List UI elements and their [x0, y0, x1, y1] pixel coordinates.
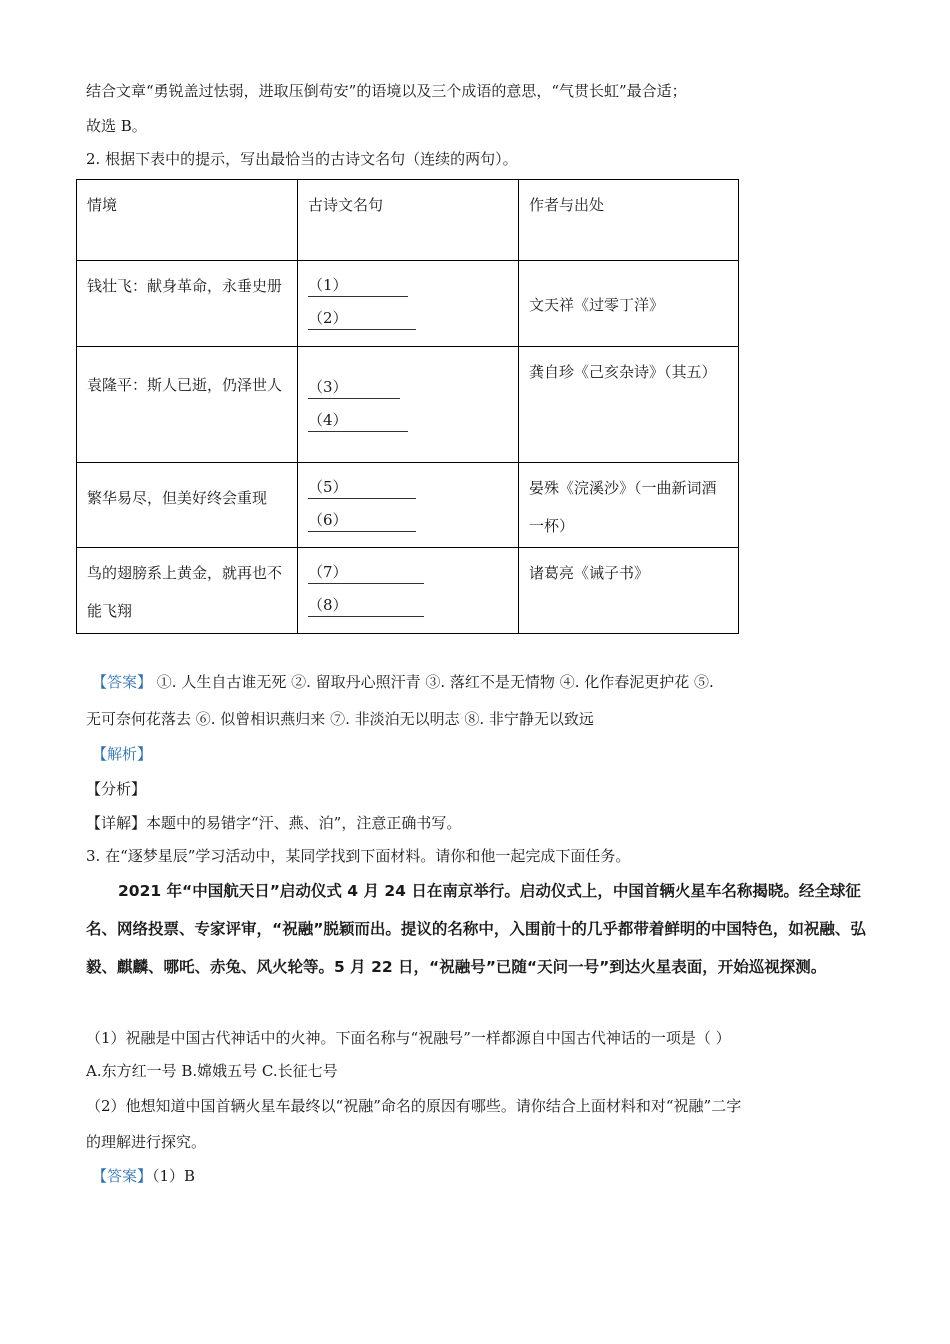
analysis-heading: 【分析】 — [86, 780, 147, 798]
question-3-prompt: 3. 在“逐梦星辰”学习活动中，某同学找到下面材料。请你和他一起完成下面任务。 — [86, 847, 631, 865]
blank-cell — [298, 261, 519, 347]
context-cell: 繁华易尽，但美好终会重现 — [77, 463, 298, 548]
source-cell: 诸葛亮《诫子书》 — [519, 548, 739, 634]
detail-line: 【详解】本题中的易错字“汗、燕、泊”，注意正确书写。 — [86, 814, 462, 832]
table-row — [77, 347, 739, 463]
text-line: 结合文章“勇锐盖过怯弱，进取压倒苟安”的语境以及三个成语的意思，“气贯长虹”最合适； — [86, 82, 687, 100]
context-cell: 钱壮飞：献身革命，永垂史册 — [77, 261, 298, 347]
options-line: A.东方红一号 B.嫦娥五号 C.长征七号 — [86, 1062, 338, 1080]
poem-table — [76, 179, 739, 634]
context-cell: 袁隆平：斯人已逝，仍泽世人 — [77, 347, 298, 463]
sub-question-1: （1）祝融是中国古代神话中的火神。下面名称与“祝融号”一样都源自中国古代神话的一项是（ ） — [86, 1029, 731, 1047]
table-row — [77, 548, 739, 634]
text-line: 故选 B。 — [86, 117, 147, 135]
answer-tag: 【答案】 — [92, 673, 153, 691]
table-row — [77, 463, 739, 548]
answer-blank: （6） — [308, 504, 508, 537]
header-cell: 作者与出处 — [519, 180, 739, 261]
sub-question-2: （2）他想知道中国首辆火星车最终以“祝融”命名的原因有哪些。请你结合上面材料和对“祝融”二字 — [86, 1097, 742, 1115]
answer-blank: （7） — [308, 556, 508, 589]
source-cell: 晏殊《浣溪沙》（一曲新词酒一杯） — [519, 463, 739, 548]
material-paragraph: 2021 年“中国航天日”启动仪式 4 月 24 日在南京举行。启动仪式上，中国首辆火星车名称揭晓。经全球征名、网络投票、专家评审，“祝融”脱颖而出。提议的名称中，入围前十的几乎都带着鲜明的中国特色，如祝融、弘毅、麒麟、哪吒、赤兔、风火轮等。5 月 22 日，“祝融号”已随“天问一号”到达火星表面，开始巡视探测。 — [86, 882, 866, 976]
answer-blank: （5） — [308, 471, 508, 504]
table-header-row — [77, 180, 739, 261]
analysis-tag: 【解析】 — [92, 745, 153, 763]
answer-line: 【答案】 ①. 人生自古谁无死 ②. 留取丹心照汗青 ③. 落红不是无情物 ④. 化作春泥更护花 ⑤. — [92, 673, 714, 691]
source-cell: 龚自珍《己亥杂诗》（其五） — [519, 347, 739, 463]
answer-blank: （8） — [308, 589, 508, 622]
context-cell: 鸟的翅膀系上黄金，就再也不能飞翔 — [77, 548, 298, 634]
header-cell: 古诗文名句 — [298, 180, 519, 261]
table-row — [77, 261, 739, 347]
blank-cell — [298, 548, 519, 634]
answer-blank: （2） — [308, 302, 508, 335]
answer-line: 【答案】（1）B — [92, 1167, 196, 1185]
header-cell: 情境 — [77, 180, 298, 261]
blank-cell — [298, 347, 519, 463]
answer-blank: （4） — [308, 404, 508, 437]
sub-question-2-cont: 的理解进行探究。 — [86, 1133, 207, 1151]
answer-line: 无可奈何花落去 ⑥. 似曾相识燕归来 ⑦. 非淡泊无以明志 ⑧. 非宁静无以致远 — [86, 710, 594, 728]
question-2-prompt: 2. 根据下表中的提示，写出最恰当的古诗文名句（连续的两句）。 — [86, 150, 518, 168]
answer-blank: （1） — [308, 269, 508, 302]
answer-tag: 【答案】 — [92, 1167, 153, 1185]
source-cell: 文天祥《过零丁洋》 — [519, 261, 739, 347]
blank-cell — [298, 463, 519, 548]
answer-blank: （3） — [308, 371, 508, 404]
